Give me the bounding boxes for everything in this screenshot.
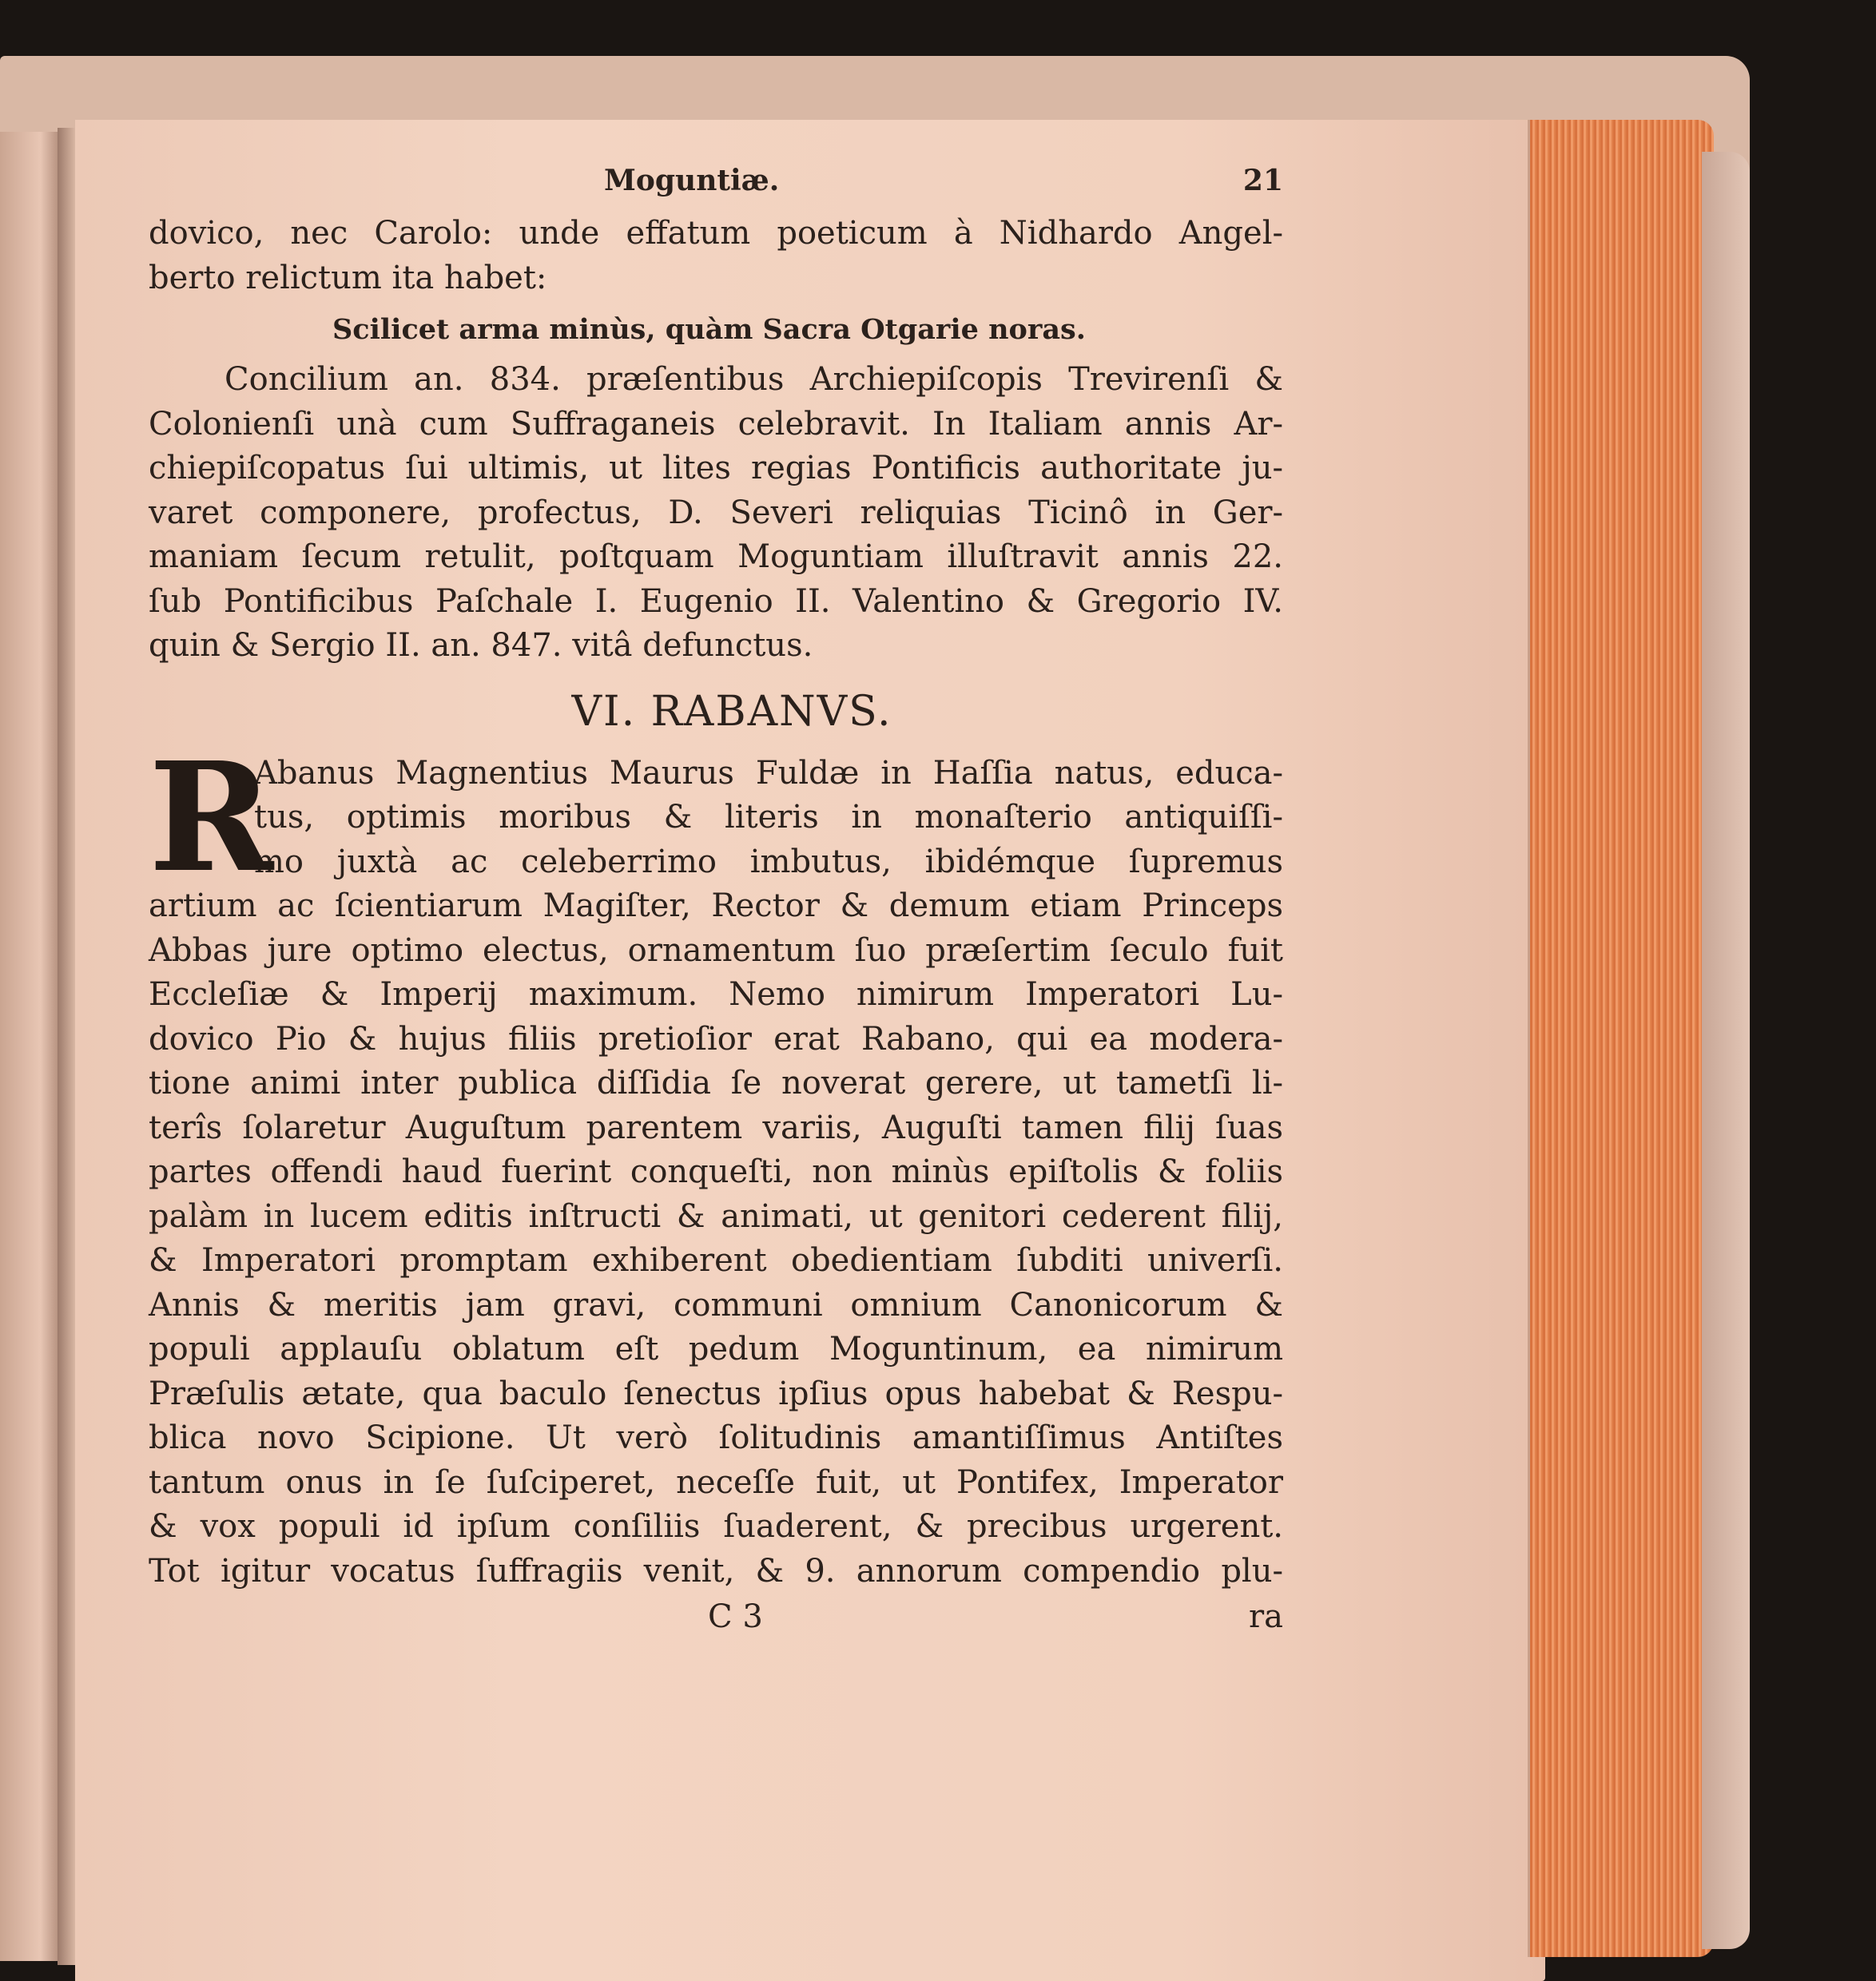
text-line: tus, optimis moribus & literis in monaſterio antiquiſſi- bbox=[254, 799, 1283, 836]
page-number: 21 bbox=[1242, 164, 1283, 197]
section-heading: VI. RABANVS. bbox=[571, 687, 892, 736]
catchword: ra bbox=[1249, 1598, 1283, 1635]
text-line: Abbas jure optimo electus, ornamentum ſuo præſertim ſeculo fuit bbox=[149, 931, 1283, 969]
cover-edge bbox=[1702, 152, 1750, 1949]
verse-quote: Scilicet arma minùs, quàm Sacra Otgarie noras. bbox=[332, 313, 1086, 346]
text-line: Concilium an. 834. præſentibus Archiepiſcopis Trevirenſi & bbox=[225, 361, 1283, 398]
text-line: Tot igitur vocatus ſuffragiis venit, & 9. annorum compendio plu- bbox=[149, 1552, 1283, 1590]
text-line: chiepiſcopatus ſui ultimis, ut lites regias Pontificis authoritate ju- bbox=[149, 450, 1283, 486]
text-line: dovico, nec Carolo: unde effatum poeticum à Nidhardo Angel- bbox=[149, 215, 1283, 252]
text-line: quin & Sergio II. an. 847. vitâ defunctus. bbox=[149, 627, 813, 664]
text-line: palàm in lucem editis inſtructi & animati, ut genitori cederent filij, bbox=[149, 1197, 1283, 1235]
text-line: partes offendi haud fuerint conqueſti, non minùs epiſtolis & foliis bbox=[149, 1153, 1283, 1190]
text-line: Eccleſiæ & Imperij maximum. Nemo nimirum Imperatori Lu- bbox=[149, 976, 1283, 1013]
text-line: artium ac ſcientiarum Magiſter, Rector & demum etiam Princeps bbox=[149, 887, 1283, 924]
page-edges bbox=[1528, 120, 1714, 1957]
text-line: populi applauſu oblatum eſt pedum Moguntinum, ea nimirum bbox=[149, 1331, 1283, 1368]
text-line: blica novo Scipione. Ut verò ſolitudinis amantiſſimus Antiſtes bbox=[149, 1419, 1283, 1456]
text-line: Præſulis ætate, qua baculo ſenectus ipſius opus habebat & Respu- bbox=[149, 1375, 1283, 1412]
left-page-edge bbox=[0, 132, 58, 1961]
page-footer bbox=[149, 1598, 1283, 1646]
text-line: berto relictum ita habet: bbox=[149, 259, 547, 296]
text-line: Abanus Magnentius Maurus Fuldæ in Haſſia natus, educa- bbox=[254, 754, 1283, 792]
running-title: Moguntiæ. bbox=[604, 164, 780, 197]
text-line: tantum onus in ſe ſuſciperet, neceſſe fuit, ut Pontifex, Imperator bbox=[149, 1463, 1283, 1501]
gutter bbox=[58, 128, 75, 1965]
text-line: ſub Pontificibus Paſchale I. Eugenio II. Valentino & Gregorio IV. bbox=[149, 582, 1283, 620]
text-line: Annis & meritis jam gravi, communi omnium Canonicorum & bbox=[149, 1286, 1283, 1324]
running-header bbox=[149, 164, 1283, 212]
page-text bbox=[149, 164, 1283, 1646]
text-line: mo juxtà ac celeberrimo imbutus, ibidémque ſupremus bbox=[254, 843, 1283, 880]
dropcap-letter: R bbox=[149, 728, 274, 906]
text-line: Colonienſi unà cum Suffraganeis celebravit. In Italiam annis Ar- bbox=[149, 405, 1283, 443]
text-line: varet componere, profectus, D. Severi reliquias Ticinô in Ger- bbox=[149, 494, 1283, 531]
text-line: & vox populi id ipſum conſiliis ſuaderent, & precibus urgerent. bbox=[149, 1508, 1283, 1545]
signature-mark: C 3 bbox=[708, 1598, 763, 1635]
text-line: maniam ſecum retulit, poſtquam Moguntiam illuſtravit annis 22. bbox=[149, 538, 1283, 575]
text-line: & Imperatori promptam exhiberent obedientiam ſubditi univerſi. bbox=[149, 1242, 1283, 1279]
text-line: terîs ſolaretur Auguſtum parentem variis, Auguſti tamen filij ſuas bbox=[149, 1109, 1283, 1146]
text-line: tione animi inter publica diſſidia ſe noverat gerere, ut tametſi li- bbox=[149, 1065, 1283, 1102]
text-line: dovico Pio & hujus filiis pretioſior erat Rabano, qui ea modera- bbox=[149, 1020, 1283, 1058]
